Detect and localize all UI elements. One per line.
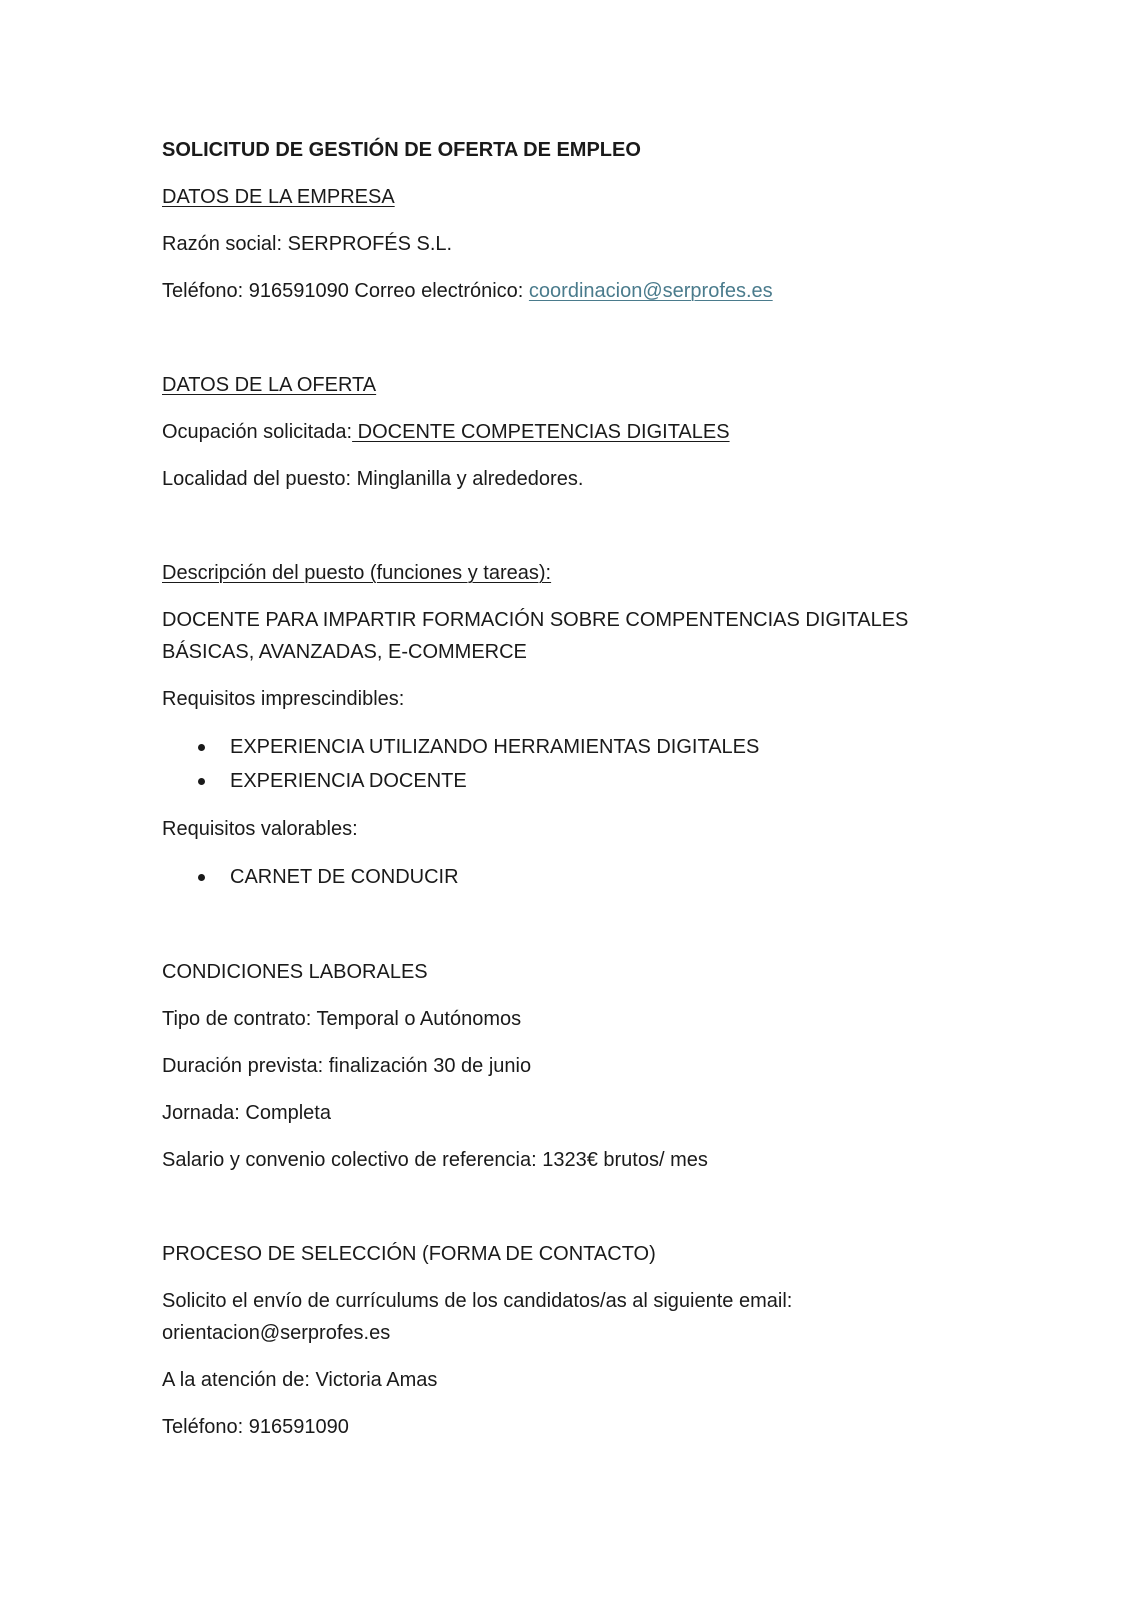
empresa-heading: DATOS DE LA EMPRESA [162, 186, 395, 208]
descripcion-text: DOCENTE PARA IMPARTIR FORMACIÓN SOBRE COMPENTENCIAS DIGITALES BÁSICAS, AVANZADAS, E-COMMERCE [162, 609, 909, 663]
list-item [162, 764, 962, 798]
empresa-contacto [162, 275, 962, 307]
imprescindibles-label: Requisitos imprescindibles: [162, 688, 405, 710]
bullet-icon [198, 744, 205, 751]
oferta-heading: DATOS DE LA OFERTA [162, 374, 377, 396]
list-item-text: EXPERIENCIA UTILIZANDO HERRAMIENTAS DIGITALES [230, 736, 760, 758]
tipo-contrato: Tipo de contrato: Temporal o Autónomos [162, 1008, 522, 1030]
document-title: SOLICITUD DE GESTIÓN DE OFERTA DE EMPLEO [162, 139, 641, 161]
razon-social: Razón social: SERPROFÉS S.L. [162, 233, 453, 255]
ocupacion-value: DOCENTE COMPETENCIAS DIGITALES [352, 421, 730, 443]
telefono-correo-label: Teléfono: 916591090 Correo electrónico: [162, 280, 529, 302]
duracion: Duración prevista: finalización 30 de junio [162, 1055, 532, 1077]
salario: Salario y convenio colectivo de referencia: 1323€ brutos/ mes [162, 1149, 708, 1171]
seleccion-email: orientacion@serprofes.es [162, 1322, 391, 1344]
list-item-text: CARNET DE CONDUCIR [230, 866, 459, 888]
ocupacion [162, 416, 962, 448]
localidad: Localidad del puesto: Minglanilla y alrededores. [162, 468, 584, 490]
list-item-text: EXPERIENCIA DOCENTE [230, 770, 467, 792]
list-item [162, 730, 962, 764]
jornada: Jornada: Completa [162, 1102, 331, 1124]
bullet-icon [198, 778, 205, 785]
envio-text: Solicito el envío de currículums de los candidatos/as al siguiente email: [162, 1290, 793, 1312]
seleccion-heading: PROCESO DE SELECCIÓN (FORMA DE CONTACTO) [162, 1243, 656, 1265]
valorables-list [162, 860, 962, 894]
empresa-email-link[interactable]: coordinacion@serprofes.es [528, 280, 773, 302]
atencion: A la atención de: Victoria Amas [162, 1369, 438, 1391]
seleccion-telefono: Teléfono: 916591090 [162, 1416, 349, 1438]
imprescindibles-list [162, 730, 962, 798]
document-body [162, 134, 962, 1443]
bullet-icon [198, 874, 205, 881]
list-item [162, 860, 962, 894]
valorables-label: Requisitos valorables: [162, 818, 358, 840]
condiciones-heading: CONDICIONES LABORALES [162, 961, 428, 983]
descripcion-heading: Descripción del puesto (funciones y tareas): [162, 562, 552, 584]
ocupacion-label: Ocupación solicitada: [162, 421, 353, 443]
